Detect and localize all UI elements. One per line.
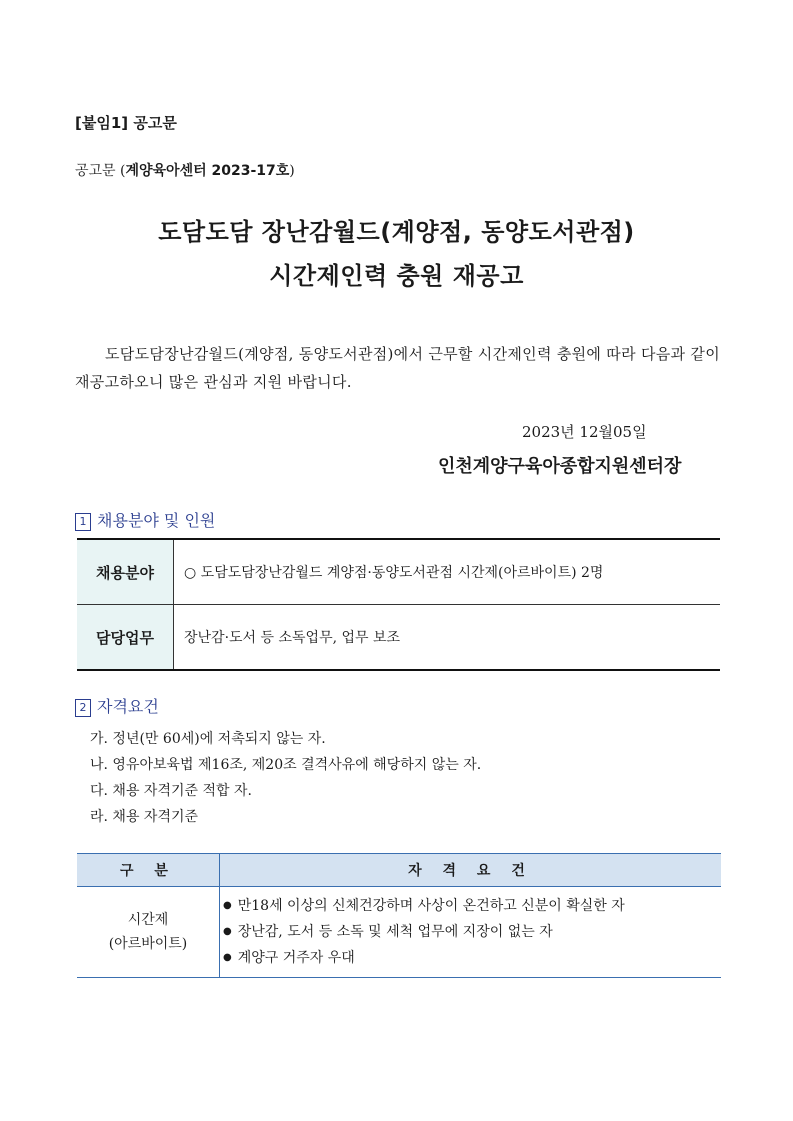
section-number-box: 1: [75, 513, 91, 531]
intro-paragraph: 도담도담장난감월드(계양점, 동양도서관점)에서 근무할 시간제인력 충원에 따라 다음과 같이 재공고하오니 많은 관심과 지원 바랍니다.: [75, 345, 720, 391]
table-cell: ○ 도담도담장난감월드 계양점·동양도서관점 시간제(아르바이트) 2명: [174, 539, 721, 605]
page-title-line1: 도담도담 장난감월드(계양점, 동양도서관점): [158, 218, 635, 246]
list-item: 라. 채용 자격기준: [90, 809, 199, 825]
list-item: 다. 채용 자격기준 적합 자.: [90, 783, 252, 799]
section-heading-recruitment: [75, 508, 215, 531]
requirement-text: 장난감, 도서 등 소독 및 세척 업무에 지장이 없는 자: [237, 924, 553, 940]
section-title: 채용분야 및 인원: [97, 511, 216, 530]
category-line: 시간제: [127, 912, 169, 928]
table-header-row: [77, 854, 721, 887]
column-header-requirements: 자 격 요 건: [220, 854, 722, 887]
criteria-table: [77, 853, 721, 978]
list-item: [221, 945, 720, 971]
section-number-box: 2: [75, 699, 91, 717]
notice-date: 2023년 12월05일: [522, 423, 647, 441]
list-item: [221, 919, 720, 945]
table-row: [77, 887, 721, 978]
attachment-label: [붙임1] 공고문: [75, 114, 177, 132]
notice-number-value: 계양육아센터 2023-17호: [125, 163, 290, 179]
table-header-cell: 채용분야: [77, 539, 174, 605]
section-title: 자격요건: [97, 697, 159, 716]
bullet-icon: ●: [223, 926, 232, 937]
requirement-text: 계양구 거주자 우대: [237, 950, 355, 966]
notice-close: ): [289, 163, 295, 179]
requirements-cell: [220, 887, 722, 978]
qualification-list: [90, 726, 481, 830]
column-header-category: 구 분: [77, 854, 220, 887]
list-item: 가. 정년(만 60세)에 저촉되지 않는 자.: [90, 731, 326, 747]
page-title-line2: 시간제인력 충원 재공고: [269, 262, 524, 290]
notice-number: [75, 160, 295, 180]
bullet-icon: ●: [223, 952, 232, 963]
list-item: 나. 영유아보육법 제16조, 제20조 결격사유에 해당하지 않는 자.: [90, 757, 482, 773]
signer-name: 인천계양구육아종합지원센터장: [438, 456, 682, 477]
requirement-text: 만18세 이상의 신체건강하며 사상이 온건하고 신분이 확실한 자: [237, 898, 625, 914]
requirements-list: [221, 893, 720, 971]
table-row: [77, 539, 720, 605]
table-cell: 장난감·도서 등 소독업무, 업무 보조: [174, 605, 721, 671]
category-line: (아르바이트): [108, 936, 188, 952]
table-header-cell: 담당업무: [77, 605, 174, 671]
notice-label: 공고문 (: [75, 163, 126, 179]
bullet-icon: ●: [223, 900, 232, 911]
recruitment-table: [77, 538, 720, 671]
table-row: [77, 605, 720, 671]
category-cell: [77, 887, 220, 978]
section-heading-qualifications: [75, 694, 159, 717]
list-item: [221, 893, 720, 919]
